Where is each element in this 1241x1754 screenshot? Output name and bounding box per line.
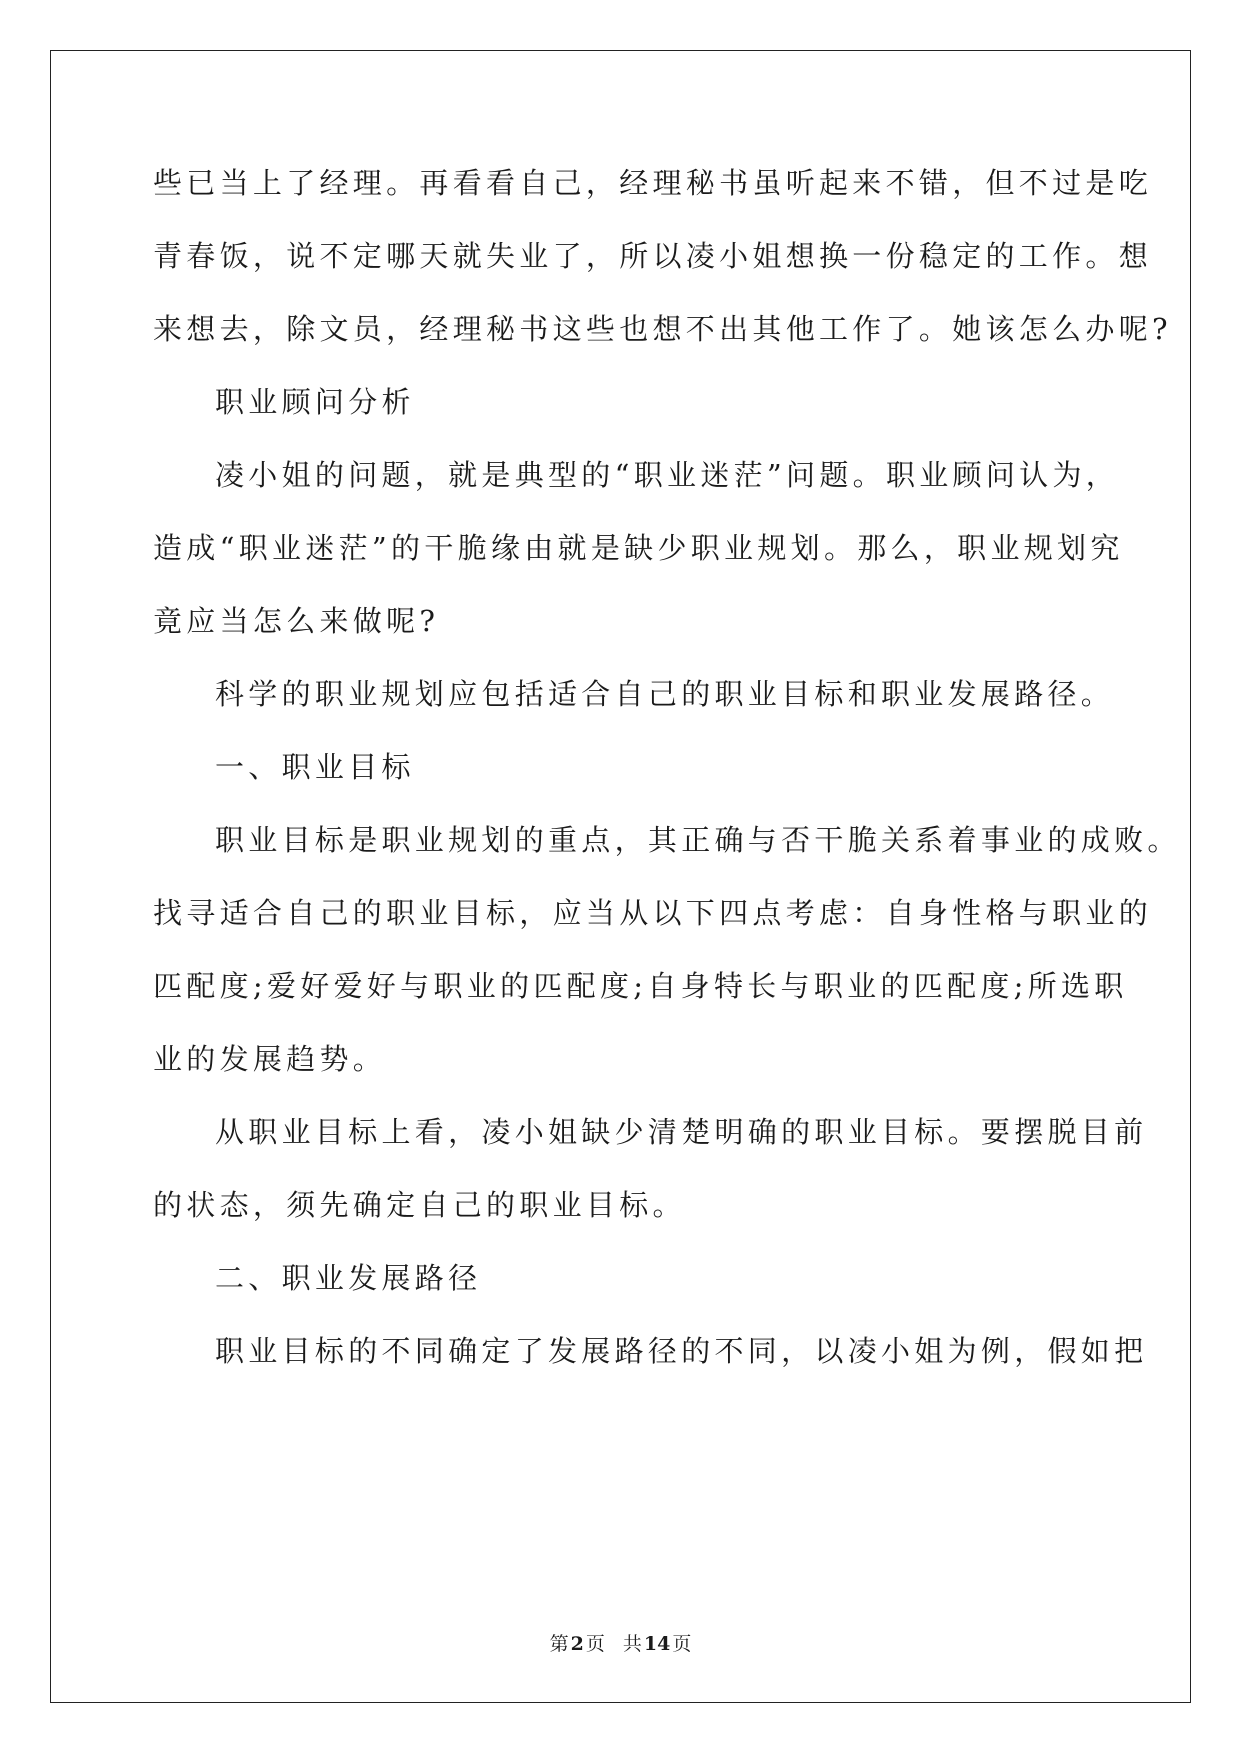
text-line: 从职业目标上看，凌小姐缺少清楚明确的职业目标。要摆脱目前 (215, 1115, 1148, 1149)
text-line: 造成“职业迷茫”的干脆缘由就是缺少职业规划。那么，职业规划究 (153, 531, 1124, 565)
text-line: 找寻适合自己的职业目标，应当从以下四点考虑：自身性格与职业的 (153, 896, 1153, 930)
page-footer (0, 1632, 1241, 1656)
text-line: 职业目标是职业规划的重点，其正确与否干脆关系着事业的成败。 (215, 823, 1181, 857)
text-line: 科学的职业规划应包括适合自己的职业目标和职业发展路径。 (215, 677, 1115, 711)
section-heading: 一、职业目标 (215, 750, 415, 784)
page-prefix: 第 (549, 1633, 569, 1655)
text-line: 凌小姐的问题，就是典型的“职业迷茫”问题。职业顾问认为， (215, 458, 1120, 492)
section-heading: 二、职业发展路径 (215, 1261, 482, 1295)
page-border (50, 50, 1191, 1703)
text-line: 来想去，除文员，经理秘书这些也想不出其他工作了。她该怎么办呢? (153, 312, 1172, 346)
text-line: 职业目标的不同确定了发展路径的不同，以凌小姐为例，假如把 (215, 1334, 1148, 1368)
text-line: 青春饭，说不定哪天就失业了，所以凌小姐想换一份稳定的工作。想 (153, 239, 1153, 273)
text-line: 匹配度;爱好爱好与职业的匹配度;自身特长与职业的匹配度;所选职 (153, 969, 1128, 1003)
page-number: 2 (570, 1633, 584, 1655)
total-prefix: 共 (622, 1633, 642, 1655)
text-line: 的状态，须先确定自己的职业目标。 (153, 1188, 686, 1222)
text-line: 业的发展趋势。 (153, 1042, 387, 1076)
page-suffix: 页 (585, 1633, 605, 1655)
total-suffix: 页 (672, 1633, 692, 1655)
total-pages: 14 (643, 1633, 671, 1655)
text-line: 些已当上了经理。再看看自己，经理秘书虽听起来不错，但不过是吃 (153, 166, 1153, 200)
text-line: 竟应当怎么来做呢? (153, 604, 440, 638)
section-heading: 职业顾问分析 (215, 385, 415, 419)
